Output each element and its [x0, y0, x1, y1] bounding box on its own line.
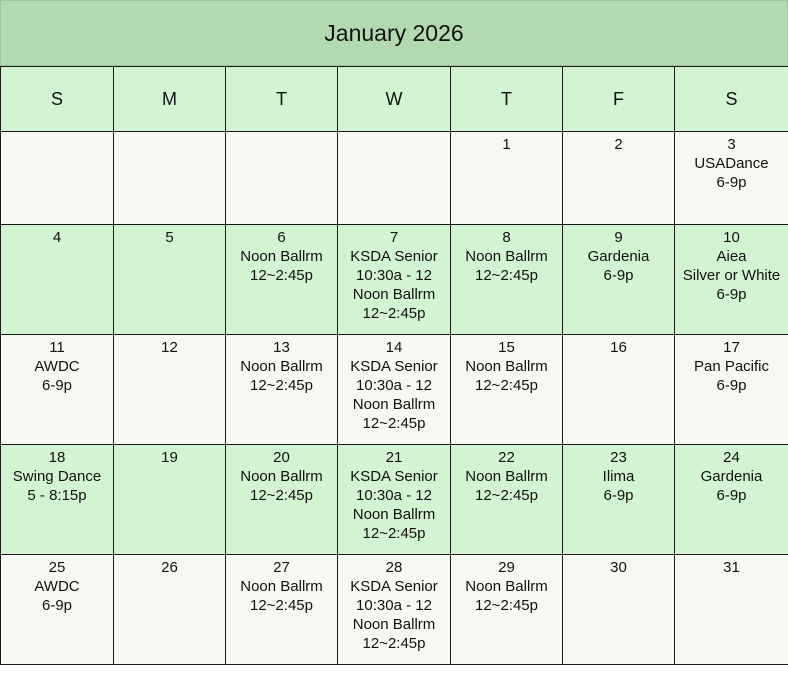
day-cell[interactable] — [338, 225, 451, 335]
day-number: 7 — [389, 229, 399, 246]
day-cell[interactable] — [1, 225, 114, 335]
day-cell[interactable] — [338, 555, 451, 665]
weekday-header: T — [226, 67, 338, 132]
day-cell[interactable] — [563, 225, 675, 335]
calendar-title: January 2026 — [0, 0, 788, 66]
day-number: 28 — [385, 559, 403, 576]
week-row — [1, 132, 788, 225]
event-line: Pan Pacific — [693, 358, 770, 375]
day-cell[interactable] — [114, 445, 226, 555]
event-line: 12~2:45p — [362, 415, 426, 432]
event-line: 12~2:45p — [475, 377, 538, 394]
day-cell[interactable] — [563, 445, 675, 555]
day-number: 2 — [614, 136, 623, 153]
day-number: 13 — [273, 339, 290, 356]
day-cell[interactable] — [338, 132, 451, 225]
day-cell[interactable] — [226, 335, 338, 445]
weekday-header-row — [1, 67, 788, 132]
day-cell[interactable] — [1, 445, 114, 555]
event-line: Gardenia — [700, 468, 763, 485]
event-line: Noon Ballrm — [352, 286, 436, 303]
event-line: Noon Ballrm — [465, 248, 548, 265]
day-cell[interactable] — [675, 445, 788, 555]
day-number: 29 — [498, 559, 515, 576]
day-cell[interactable] — [563, 335, 675, 445]
event-line: Noon Ballrm — [240, 468, 323, 485]
week-row — [1, 555, 788, 665]
weekday-header: M — [114, 67, 226, 132]
day-number: 8 — [502, 229, 511, 246]
day-cell[interactable] — [451, 225, 563, 335]
event-line: 12~2:45p — [250, 487, 313, 504]
event-line: 6-9p — [603, 487, 634, 504]
event-line: 12~2:45p — [475, 487, 538, 504]
day-cell[interactable] — [675, 132, 788, 225]
day-cell[interactable] — [114, 335, 226, 445]
event-line: Gardenia — [587, 248, 650, 265]
event-line: 6-9p — [41, 377, 73, 394]
day-number: 23 — [610, 449, 627, 466]
day-cell[interactable] — [675, 555, 788, 665]
day-number: 12 — [161, 339, 178, 356]
day-number: 4 — [52, 229, 62, 246]
event-line: Noon Ballrm — [465, 468, 548, 485]
day-cell[interactable] — [226, 445, 338, 555]
event-line: Noon Ballrm — [240, 248, 323, 265]
event-line: AWDC — [34, 358, 80, 375]
day-number: 16 — [610, 339, 627, 356]
event-line: 12~2:45p — [250, 597, 313, 614]
day-cell[interactable] — [451, 132, 563, 225]
day-number: 11 — [49, 339, 65, 356]
day-cell[interactable] — [226, 225, 338, 335]
event-line: AWDC — [34, 578, 80, 595]
event-line: 6-9p — [716, 487, 747, 504]
day-number: 18 — [48, 449, 66, 466]
day-number: 6 — [277, 229, 286, 246]
week-row — [1, 225, 788, 335]
event-line: 12~2:45p — [362, 525, 426, 542]
event-line: KSDA Senior — [350, 468, 438, 485]
event-line: 10:30a - 12 — [356, 267, 432, 284]
day-number: 1 — [502, 136, 511, 153]
event-line: Noon Ballrm — [352, 506, 436, 523]
weekday-header: S — [1, 67, 114, 132]
event-line: 10:30a - 12 — [356, 597, 432, 614]
event-line: Noon Ballrm — [465, 358, 548, 375]
day-cell[interactable] — [226, 555, 338, 665]
day-number: 27 — [273, 559, 290, 576]
event-line: 12~2:45p — [250, 377, 313, 394]
event-line: KSDA Senior — [350, 248, 438, 265]
day-cell[interactable] — [451, 555, 563, 665]
week-row — [1, 445, 788, 555]
event-line: 6-9p — [716, 174, 747, 191]
event-line: KSDA Senior — [350, 578, 438, 595]
event-line: Noon Ballrm — [240, 578, 323, 595]
day-cell[interactable] — [675, 225, 788, 335]
day-cell[interactable] — [114, 225, 226, 335]
day-cell[interactable] — [675, 335, 788, 445]
calendar-grid — [0, 66, 788, 665]
day-cell[interactable] — [114, 555, 226, 665]
day-cell[interactable] — [451, 445, 563, 555]
event-line: 12~2:45p — [362, 305, 426, 322]
day-cell[interactable] — [1, 555, 114, 665]
event-line: Aiea — [716, 248, 747, 265]
day-number: 22 — [498, 449, 515, 466]
day-cell[interactable] — [563, 132, 675, 225]
week-row — [1, 335, 788, 445]
day-cell[interactable] — [563, 555, 675, 665]
day-number: 15 — [498, 339, 515, 356]
day-number: 5 — [165, 229, 174, 246]
day-cell[interactable] — [338, 335, 451, 445]
event-line: USADance — [694, 155, 769, 172]
day-number: 19 — [161, 449, 178, 466]
day-number: 17 — [723, 339, 740, 356]
day-number: 24 — [723, 449, 740, 466]
day-number: 21 — [385, 449, 403, 466]
day-cell[interactable] — [451, 335, 563, 445]
day-number: 26 — [161, 559, 178, 576]
weekday-header: F — [563, 67, 675, 132]
event-line: Ilima — [602, 468, 635, 485]
event-line: 10:30a - 12 — [356, 487, 432, 504]
day-number: 9 — [614, 229, 623, 246]
event-line: 12~2:45p — [475, 267, 538, 284]
event-line: 6-9p — [41, 597, 73, 614]
event-line: 12~2:45p — [362, 635, 426, 652]
event-line: Noon Ballrm — [465, 578, 548, 595]
event-line: KSDA Senior — [350, 358, 438, 375]
event-line: Silver or White — [682, 267, 781, 284]
event-line: Noon Ballrm — [240, 358, 323, 375]
day-number: 30 — [610, 559, 627, 576]
day-number: 31 — [723, 559, 740, 576]
day-cell[interactable] — [114, 132, 226, 225]
event-line: Noon Ballrm — [352, 396, 436, 413]
weekday-header: W — [338, 67, 451, 132]
day-number: 20 — [273, 449, 290, 466]
day-cell[interactable] — [1, 132, 114, 225]
weekday-header: S — [675, 67, 788, 132]
day-cell[interactable] — [226, 132, 338, 225]
day-number: 25 — [48, 559, 66, 576]
event-line: 6-9p — [716, 286, 747, 303]
day-cell[interactable] — [1, 335, 114, 445]
event-line: 5 - 8:15p — [27, 487, 87, 504]
event-line: 6-9p — [716, 377, 747, 394]
event-line: 12~2:45p — [250, 267, 313, 284]
event-line: 12~2:45p — [475, 597, 538, 614]
event-line: 6-9p — [603, 267, 634, 284]
weekday-header: T — [451, 67, 563, 132]
day-cell[interactable] — [338, 445, 451, 555]
day-number: 3 — [727, 136, 736, 153]
event-line: Swing Dance — [12, 468, 102, 485]
event-line: 10:30a - 12 — [356, 377, 432, 394]
event-line: Noon Ballrm — [352, 616, 436, 633]
day-number: 10 — [723, 229, 740, 246]
day-number: 14 — [385, 339, 403, 356]
